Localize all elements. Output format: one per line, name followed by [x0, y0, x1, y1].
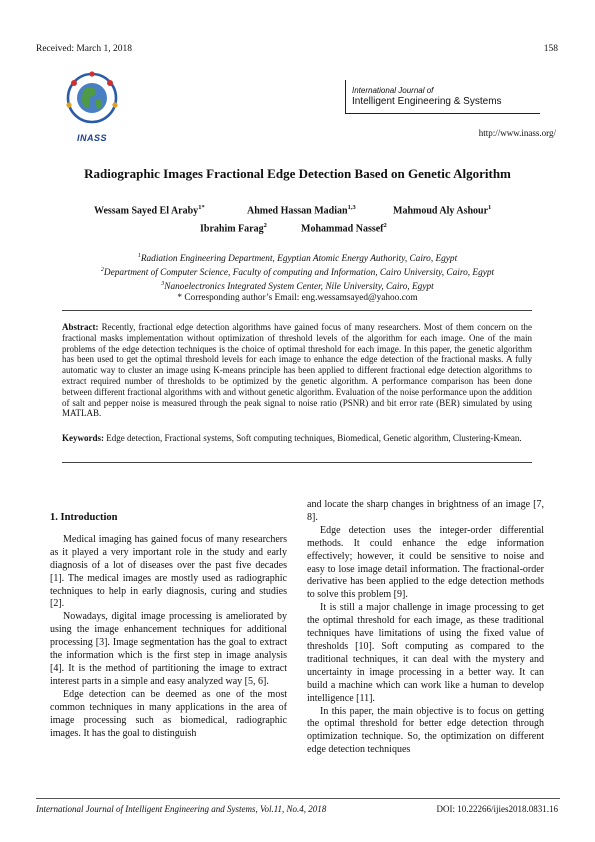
logo-text: INASS: [76, 133, 107, 143]
logo-divider-vertical: [345, 80, 346, 114]
corresponding-author: * Corresponding author’s Email: eng.wessamsayed@yahoo.com: [177, 293, 418, 304]
abstract-label: Abstract:: [62, 322, 99, 332]
intro-paragraph-3: Edge detection can be deemed as one of the most common techniques in many applications in the area of image processing such as biomedical, radiographic images. It has the goal to distinguish: [50, 688, 287, 739]
author-3: Mahmoud Aly Ashour$^1$: [393, 204, 492, 217]
col2-paragraph-1: Edge detection uses the integer-order differential methods. It could enhance the edge information effectively; however, it could be sensitive to noise and easy to lose image detail information. The fractional-order derivative has been applied to the edge detection methods to solve this problem [9].: [307, 524, 544, 601]
received-date: Received: March 1, 2018: [36, 44, 133, 54]
affiliations: [0, 251, 595, 304]
affiliation-3: $^3$Nanoelectronics Integrated System Center, Nile University, Cairo, Egypt: [161, 281, 434, 293]
col2-paragraph-3: In this paper, the main objective is to focus on getting the optimal threshold for better edge detection through optimization technique. So, the optimization on different edge detection techniques: [307, 705, 544, 756]
abstract-bottom-rule: [62, 462, 532, 463]
section-heading-introduction: 1. Introduction: [50, 512, 118, 523]
footer-journal: International Journal of Intelligent Engineering and Systems, Vol.11, No.4, 2018: [36, 804, 327, 814]
affiliation-1: $^1$Radiation Engineering Department, Egyptian Atomic Energy Authority, Cairo, Egypt: [137, 253, 458, 265]
author-1: Wessam Sayed El Araby$^{1*}$: [94, 204, 205, 217]
col2-paragraph-2: It is still a major challenge in image processing to get the optimal threshold for each image, as these traditional techniques have limitations of using the fixed value of thresholds [10]. Soft computing as compared to the traditional techniques, it can deal with the mystery and uncertainty in image processing in a better way. It can build a machine which can work like a human to develop intelligence [11].: [307, 602, 544, 704]
column-right: [307, 499, 544, 757]
intro-paragraph-1: Medical imaging has gained focus of many researchers as it played a very important role in the study and early diagnosis of a lot of diseases over the past five decades [1]. The medical images are mostly used as radiographic techniques to help in early diagnosis, curing and studies [2].: [50, 533, 287, 610]
column-left: [50, 512, 287, 740]
footer-rule: [36, 798, 560, 799]
author-2: Ahmed Hassan Madian$^{1,3}$: [247, 204, 356, 217]
logo-divider-horizontal: [345, 113, 540, 114]
author-5: Mohammad Nassef$^2$: [301, 222, 387, 235]
keywords-label: Keywords:: [62, 433, 104, 443]
footer-doi: DOI: 10.22266/ijies2018.0831.16: [436, 804, 558, 814]
journal-url[interactable]: http://www.inass.org/: [478, 128, 556, 138]
affiliation-2: $^2$Department of Computer Science, Faculty of computing and Information, Cairo University, Cairo, Egypt: [100, 267, 495, 279]
inass-logo: [60, 70, 124, 142]
keywords-text: Edge detection, Fractional systems, Soft computing techniques, Biomedical, Genetic algorithm, Clustering-Kmean.: [106, 433, 522, 443]
abstract-text: Recently, fractional edge detection algorithms have gained focus of many researchers. Most of them concern on the fractional masks implementation without optimization of threshold levels of the algorithm for each image. One of the main problems of the edge detection techniques is the choice of optimal threshold for each image. In this paper, the genetic algorithm has been used to get the optimal threshold levels for each image to enhance the edge detection of the fractional masks. A fully automatic way to cluster an image using K-means principle has been applied to different fractional edge detection algorithms to extract required number of thresholds to be optimized by the genetic algorithm. A performance comparison has been done between different fractional algorithms with and without genetic algorithm. Evaluation of the noise performance upon the addition of salt and pepper noise is measured through the peak signal to noise ratio (PSNR) and bit error rate (BER) simulated by using MATLAB.: [62, 322, 533, 419]
keywords: [62, 433, 532, 444]
abstract-top-rule: [62, 310, 532, 311]
page-number: 158: [543, 44, 558, 54]
journal-name-line2: Intelligent Engineering & Systems: [352, 96, 502, 107]
globe-icon: [60, 70, 124, 128]
paper-title: Radiographic Images Fractional Edge Detection Based on Genetic Algorithm: [84, 166, 511, 181]
abstract: [62, 322, 532, 419]
journal-name-block: [352, 86, 538, 108]
journal-name-line1: International Journal of: [352, 86, 434, 95]
continuation-paragraph: and locate the sharp changes in brightness of an image [7, 8].: [307, 499, 544, 523]
author-4: Ibrahim Farag$^2$: [200, 222, 267, 235]
intro-paragraph-2: Nowadays, digital image processing is ameliorated by using the image enhancement techniques for additional processing [3]. Image segmentation has the goal to extract the information which is the first step in image analysis [4]. It is the method of partitioning the image to extract interest parts in a simple and easy analyzed way [5, 6].: [50, 611, 287, 687]
